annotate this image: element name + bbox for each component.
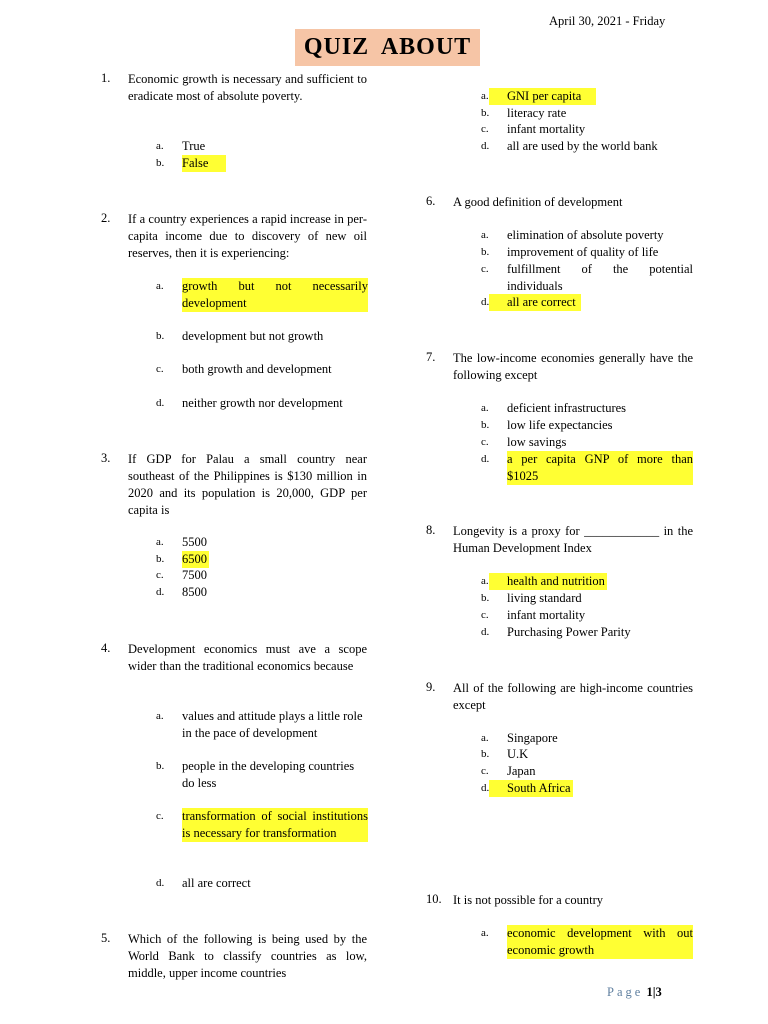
- question-number: 1.: [101, 71, 111, 85]
- page-label: Page: [607, 985, 644, 999]
- document-date: April 30, 2021 - Friday: [549, 14, 666, 28]
- page-footer: [607, 985, 662, 1000]
- page-number: 1|3: [646, 985, 662, 999]
- quiz-title-box: [295, 29, 480, 66]
- quiz-title: QUIZ ABOUT: [303, 34, 472, 60]
- question-text: Economic growth is necessary and sufficient to eradicate most of absolute poverty.: [128, 72, 367, 103]
